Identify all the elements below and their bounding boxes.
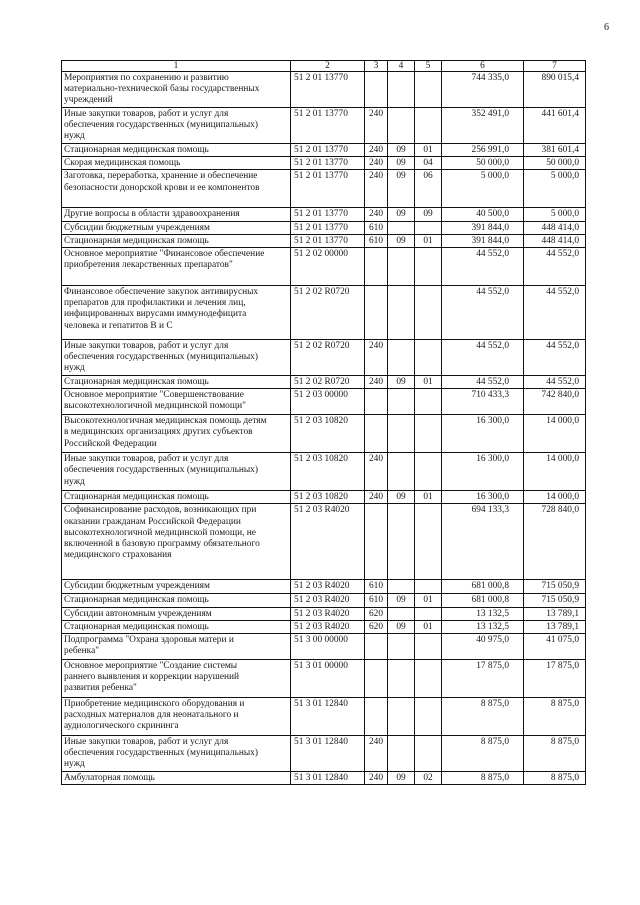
row-amount-1-cell: 352 491,0 [442,108,524,144]
table-row [62,415,586,453]
header-cell: 5 [415,61,442,72]
row-name-cell: Основное мероприятие "Совершенствование высокотехнологичной медицинской помощи" [62,389,291,415]
row-subsection-cell [415,504,442,580]
row-amount-1-cell: 16 300,0 [442,453,524,491]
row-amount-1-cell: 5 000,0 [442,170,524,208]
table-row [62,504,586,580]
row-name-cell: Субсидии бюджетным учреждениям [62,221,291,234]
row-type-cell: 240 [365,208,388,221]
row-name-cell: Амбулаторная помощь [62,772,291,785]
row-amount-1-cell: 744 335,0 [442,72,524,108]
row-code-cell: 51 2 01 13770 [291,170,365,208]
row-name-cell: Стационарная медицинская помощь [62,594,291,607]
row-type-cell [365,504,388,580]
row-type-cell: 620 [365,620,388,633]
row-code-cell: 51 2 02 R0720 [291,376,365,389]
row-section-cell [388,504,415,580]
row-code-cell: 51 2 02 R0720 [291,340,365,376]
row-amount-2-cell: 44 552,0 [524,286,586,340]
row-type-cell: 240 [365,376,388,389]
table-row [62,453,586,491]
row-type-cell [365,634,388,660]
row-amount-2-cell: 381 601,4 [524,144,586,157]
table-row [62,170,586,208]
table-row [62,248,586,286]
row-section-cell [388,108,415,144]
row-name-cell: Субсидии автономным учреждениям [62,607,291,620]
row-code-cell: 51 3 01 12840 [291,736,365,772]
row-amount-1-cell: 710 433,3 [442,389,524,415]
row-code-cell: 51 2 01 13770 [291,108,365,144]
table-row [62,234,586,247]
row-amount-2-cell: 448 414,0 [524,221,586,234]
row-code-cell: 51 2 01 13770 [291,157,365,170]
row-amount-2-cell: 890 015,4 [524,72,586,108]
row-subsection-cell [415,248,442,286]
row-name-cell: Иные закупки товаров, работ и услуг для обеспечения государственных (муниципальных) нужд [62,340,291,376]
row-subsection-cell [415,660,442,698]
row-name-cell: Скорая медицинская помощь [62,157,291,170]
row-section-cell [388,389,415,415]
row-amount-2-cell: 44 552,0 [524,376,586,389]
row-amount-2-cell: 50 000,0 [524,157,586,170]
row-code-cell: 51 3 01 00000 [291,660,365,698]
row-subsection-cell [415,698,442,736]
row-section-cell: 09 [388,376,415,389]
row-code-cell: 51 2 03 10820 [291,415,365,453]
row-amount-1-cell: 40 500,0 [442,208,524,221]
row-section-cell [388,453,415,491]
row-amount-1-cell: 8 875,0 [442,698,524,736]
table-row [62,108,586,144]
row-name-cell: Софинансирование расходов, возникающих при оказании гражданам Российской Федерации высокотехнологичной медицинской помощи, не включенной в базовую программу обязательного медицинского страхования [62,504,291,580]
row-name-cell: Финансовое обеспечение закупок антивирусных препаратов для профилактики и лечения лиц, инфицированных вирусами иммунодефицита человека и гепатитов В и С [62,286,291,340]
row-type-cell [365,698,388,736]
row-code-cell: 51 2 03 R4020 [291,620,365,633]
row-subsection-cell [415,72,442,108]
table-row [62,72,586,108]
page-number: 6 [604,22,609,33]
row-name-cell: Стационарная медицинская помощь [62,620,291,633]
row-code-cell: 51 2 02 R0720 [291,286,365,340]
row-subsection-cell [415,389,442,415]
row-amount-2-cell: 728 840,0 [524,504,586,580]
row-section-cell [388,72,415,108]
row-code-cell: 51 2 03 R4020 [291,504,365,580]
header-cell: 2 [291,61,365,72]
row-amount-2-cell: 13 789,1 [524,607,586,620]
header-cell: 1 [62,61,291,72]
row-section-cell: 09 [388,170,415,208]
row-amount-1-cell: 44 552,0 [442,340,524,376]
row-amount-1-cell: 40 975,0 [442,634,524,660]
row-code-cell: 51 2 03 00000 [291,389,365,415]
row-code-cell: 51 2 01 13770 [291,221,365,234]
row-type-cell [365,286,388,340]
row-amount-1-cell: 44 552,0 [442,248,524,286]
table-row [62,698,586,736]
row-subsection-cell [415,634,442,660]
row-subsection-cell: 01 [415,620,442,633]
header-cell: 4 [388,61,415,72]
row-name-cell: Высокотехнологичная медицинская помощь детям в медицинских организациях других субъектов Российской Федерации [62,415,291,453]
row-section-cell [388,415,415,453]
row-type-cell: 240 [365,170,388,208]
row-section-cell [388,340,415,376]
row-name-cell: Приобретение медицинского оборудования и расходных материалов для неонатального и аудиологического скрининга [62,698,291,736]
row-amount-1-cell: 16 300,0 [442,415,524,453]
row-name-cell: Иные закупки товаров, работ и услуг для обеспечения государственных (муниципальных) нужд [62,108,291,144]
row-name-cell: Иные закупки товаров, работ и услуг для обеспечения государственных (муниципальных) нужд [62,736,291,772]
row-amount-1-cell: 8 875,0 [442,736,524,772]
row-amount-1-cell: 44 552,0 [442,376,524,389]
row-subsection-cell: 01 [415,144,442,157]
row-section-cell [388,221,415,234]
row-type-cell: 610 [365,580,388,594]
row-subsection-cell: 02 [415,772,442,785]
row-name-cell: Стационарная медицинская помощь [62,376,291,389]
row-code-cell: 51 2 01 13770 [291,72,365,108]
table-row [62,491,586,504]
row-section-cell [388,634,415,660]
row-amount-2-cell: 8 875,0 [524,772,586,785]
row-subsection-cell: 01 [415,376,442,389]
row-subsection-cell: 06 [415,170,442,208]
row-amount-2-cell: 14 000,0 [524,415,586,453]
row-section-cell: 09 [388,594,415,607]
row-amount-1-cell: 50 000,0 [442,157,524,170]
table-row [62,144,586,157]
row-amount-2-cell: 715 050,9 [524,580,586,594]
row-amount-1-cell: 694 133,3 [442,504,524,580]
table-row [62,772,586,785]
row-code-cell: 51 2 03 R4020 [291,594,365,607]
row-code-cell: 51 2 03 R4020 [291,607,365,620]
table-row [62,580,586,594]
row-name-cell: Другие вопросы в области здравоохранения [62,208,291,221]
table-row [62,221,586,234]
row-type-cell: 610 [365,234,388,247]
row-amount-1-cell: 256 991,0 [442,144,524,157]
row-amount-1-cell: 13 132,5 [442,620,524,633]
row-section-cell [388,736,415,772]
budget-table [61,60,586,785]
row-section-cell [388,286,415,340]
row-code-cell: 51 2 03 R4020 [291,580,365,594]
row-subsection-cell: 01 [415,594,442,607]
row-amount-2-cell: 17 875,0 [524,660,586,698]
row-section-cell: 09 [388,144,415,157]
table-row [62,389,586,415]
row-subsection-cell [415,453,442,491]
row-name-cell: Основное мероприятие "Финансовое обеспечение приобретения лекарственных препаратов" [62,248,291,286]
row-code-cell: 51 2 03 10820 [291,453,365,491]
row-type-cell [365,389,388,415]
row-section-cell: 09 [388,620,415,633]
row-subsection-cell: 09 [415,208,442,221]
row-type-cell: 240 [365,772,388,785]
row-code-cell: 51 3 01 12840 [291,772,365,785]
header-cell: 3 [365,61,388,72]
row-amount-1-cell: 16 300,0 [442,491,524,504]
table-row [62,376,586,389]
row-subsection-cell: 04 [415,157,442,170]
row-type-cell: 240 [365,157,388,170]
header-cell: 6 [442,61,524,72]
row-subsection-cell [415,340,442,376]
row-amount-1-cell: 17 875,0 [442,660,524,698]
row-type-cell: 240 [365,144,388,157]
table-row [62,286,586,340]
table-row [62,736,586,772]
row-amount-2-cell: 8 875,0 [524,698,586,736]
row-amount-2-cell: 742 840,0 [524,389,586,415]
row-section-cell [388,248,415,286]
row-type-cell [365,415,388,453]
row-amount-2-cell: 44 552,0 [524,340,586,376]
row-code-cell: 51 2 03 10820 [291,491,365,504]
row-name-cell: Мероприятия по сохранению и развитию материально-технической базы государственных учреждений [62,72,291,108]
table-row [62,607,586,620]
row-section-cell [388,607,415,620]
header-row [62,61,586,72]
row-section-cell [388,580,415,594]
row-code-cell: 51 2 01 13770 [291,234,365,247]
table-row [62,340,586,376]
row-amount-1-cell: 681 000,8 [442,594,524,607]
row-amount-2-cell: 715 050,9 [524,594,586,607]
row-name-cell: Субсидии бюджетным учреждениям [62,580,291,594]
row-section-cell [388,698,415,736]
row-amount-2-cell: 5 000,0 [524,208,586,221]
row-section-cell: 09 [388,208,415,221]
row-code-cell: 51 2 01 13770 [291,208,365,221]
row-type-cell: 240 [365,491,388,504]
row-type-cell: 240 [365,340,388,376]
table-row [62,620,586,633]
row-type-cell [365,248,388,286]
row-type-cell: 610 [365,221,388,234]
row-type-cell: 620 [365,607,388,620]
row-amount-2-cell: 441 601,4 [524,108,586,144]
row-name-cell: Подпрограмма "Охрана здоровья матери и ребенка" [62,634,291,660]
row-name-cell: Основное мероприятие "Создание системы раннего выявления и коррекции нарушений развития ребенка" [62,660,291,698]
row-amount-1-cell: 391 844,0 [442,221,524,234]
row-section-cell: 09 [388,772,415,785]
row-subsection-cell [415,108,442,144]
row-amount-1-cell: 681 000,8 [442,580,524,594]
row-code-cell: 51 3 00 00000 [291,634,365,660]
row-amount-1-cell: 8 875,0 [442,772,524,785]
row-section-cell: 09 [388,491,415,504]
row-name-cell: Стационарная медицинская помощь [62,144,291,157]
row-type-cell [365,660,388,698]
row-subsection-cell [415,736,442,772]
row-subsection-cell: 01 [415,234,442,247]
row-name-cell: Иные закупки товаров, работ и услуг для обеспечения государственных (муниципальных) нужд [62,453,291,491]
row-type-cell: 240 [365,736,388,772]
row-amount-1-cell: 44 552,0 [442,286,524,340]
table-row [62,157,586,170]
row-amount-2-cell: 14 000,0 [524,453,586,491]
row-section-cell: 09 [388,234,415,247]
table-row [62,208,586,221]
row-code-cell: 51 2 01 13770 [291,144,365,157]
row-subsection-cell [415,415,442,453]
row-amount-2-cell: 41 075,0 [524,634,586,660]
header-cell: 7 [524,61,586,72]
row-subsection-cell: 01 [415,491,442,504]
row-section-cell: 09 [388,157,415,170]
row-subsection-cell [415,580,442,594]
table-row [62,660,586,698]
row-amount-2-cell: 448 414,0 [524,234,586,247]
row-amount-2-cell: 5 000,0 [524,170,586,208]
row-amount-2-cell: 14 000,0 [524,491,586,504]
row-subsection-cell [415,221,442,234]
row-amount-1-cell: 391 844,0 [442,234,524,247]
row-type-cell [365,72,388,108]
row-amount-2-cell: 44 552,0 [524,248,586,286]
row-amount-2-cell: 8 875,0 [524,736,586,772]
row-name-cell: Стационарная медицинская помощь [62,234,291,247]
table-row [62,594,586,607]
row-type-cell: 610 [365,594,388,607]
row-amount-2-cell: 13 789,1 [524,620,586,633]
row-subsection-cell [415,607,442,620]
row-code-cell: 51 2 02 00000 [291,248,365,286]
row-name-cell: Заготовка, переработка, хранение и обеспечение безопасности донорской крови и ее компонентов [62,170,291,208]
row-section-cell [388,660,415,698]
row-name-cell: Стационарная медицинская помощь [62,491,291,504]
row-type-cell: 240 [365,453,388,491]
table-row [62,634,586,660]
row-type-cell: 240 [365,108,388,144]
row-subsection-cell [415,286,442,340]
row-code-cell: 51 3 01 12840 [291,698,365,736]
row-amount-1-cell: 13 132,5 [442,607,524,620]
